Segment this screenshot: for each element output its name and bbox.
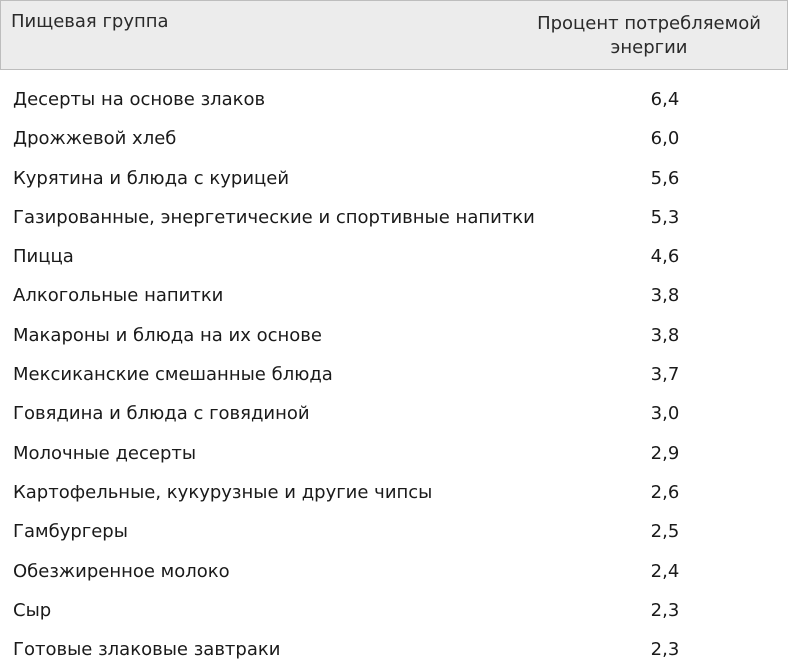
table-row <box>0 434 790 473</box>
table-row <box>0 316 790 355</box>
table-row <box>0 473 790 512</box>
energy-percent-value: 2,5 <box>650 521 680 543</box>
table-row <box>0 591 790 630</box>
food-group-name: Гамбургеры <box>13 521 128 543</box>
table-row <box>0 119 790 158</box>
energy-percent-value: 3,8 <box>650 285 680 307</box>
table-row <box>0 630 790 669</box>
table-row <box>0 355 790 394</box>
energy-percent-value: 6,4 <box>650 89 680 110</box>
energy-percent-value: 2,9 <box>650 442 680 464</box>
table-header <box>0 0 788 70</box>
food-group-name: Алкогольные напитки <box>13 285 224 307</box>
food-group-name: Газированные, энергетические и спортивные напитки <box>13 206 535 228</box>
table-row <box>0 237 790 276</box>
table-row <box>0 198 790 237</box>
header-energy-percent-line2: энергии <box>610 37 688 58</box>
energy-percent-value: 2,4 <box>650 560 680 582</box>
energy-percent-value: 6,0 <box>650 128 680 150</box>
table-row <box>0 552 790 591</box>
food-group-name: Картофельные, кукурузные и другие чипсы <box>13 481 433 503</box>
food-group-name: Дрожжевой хлеб <box>13 128 177 150</box>
table-row <box>0 159 790 198</box>
food-group-name: Десерты на основе злаков <box>13 89 266 110</box>
header-energy-percent <box>529 12 769 60</box>
header-energy-percent-line1: Процент потребляемой <box>537 13 761 34</box>
food-group-name: Молочные десерты <box>13 442 197 464</box>
header-food-group: Пищевая группа <box>11 11 169 32</box>
energy-percent-value: 5,6 <box>650 167 680 189</box>
energy-percent-value: 3,0 <box>650 403 680 425</box>
table-row <box>0 80 790 119</box>
energy-percent-value: 4,6 <box>650 246 680 268</box>
food-group-name: Мексиканские смешанные блюда <box>13 364 333 386</box>
food-group-name: Обезжиренное молоко <box>13 560 230 582</box>
energy-percent-value: 3,7 <box>650 364 680 386</box>
food-group-name: Сыр <box>13 599 52 621</box>
table-row <box>0 512 790 551</box>
food-group-name: Макароны и блюда на их основе <box>13 324 322 346</box>
energy-percent-value: 2,6 <box>650 481 680 503</box>
table-row <box>0 276 790 315</box>
food-group-name: Курятина и блюда с курицей <box>13 167 290 189</box>
energy-percent-value: 2,3 <box>650 599 680 621</box>
energy-percent-value: 3,8 <box>650 324 680 346</box>
food-group-name: Говядина и блюда с говядиной <box>13 403 310 425</box>
table-row <box>0 394 790 433</box>
table-body <box>0 80 790 669</box>
energy-percent-value: 5,3 <box>650 206 680 228</box>
food-group-name: Готовые злаковые завтраки <box>13 639 281 661</box>
energy-percent-value: 2,3 <box>650 639 680 661</box>
food-group-name: Пицца <box>13 246 74 268</box>
